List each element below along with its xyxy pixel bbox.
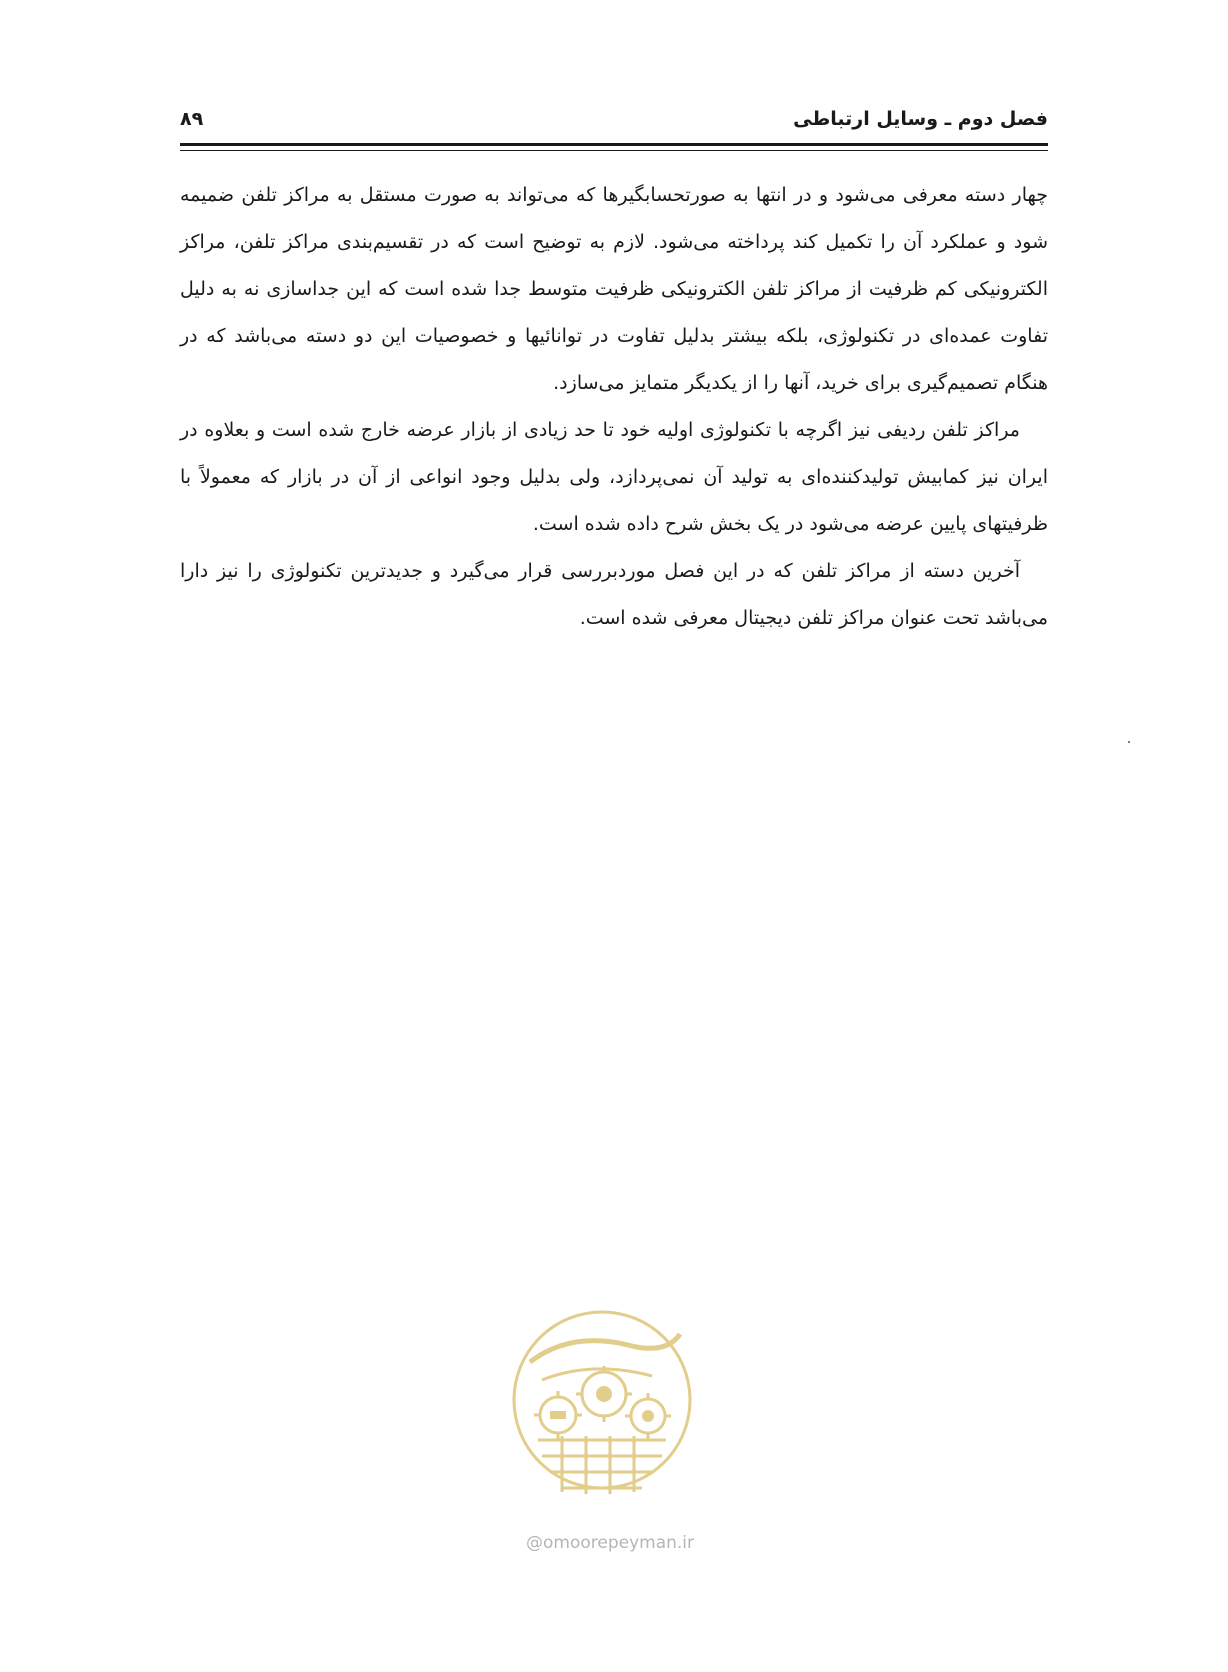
- page-header: [180, 108, 1048, 134]
- page-number: ۸۹: [180, 108, 204, 130]
- paragraph-3: آخرین دسته از مراکز تلفن که در این فصل موردبررسی قرار می‌گیرد و جدیدترین تکنولوژی را نیز دارا می‌باشد تحت عنوان مراکز تلفن دیجیتال معرفی شده است.: [180, 560, 1048, 629]
- stray-dot: [1128, 741, 1130, 743]
- watermark-logo: [502, 1290, 702, 1530]
- paragraph-2: مراکز تلفن ردیفی نیز اگرچه با تکنولوژی اولیه خود تا حد زیادی از بازار عرضه خارج شده است و بعلاوه در ایران نیز کمابیش تولیدکننده‌ای به تولید آن نمی‌پردازد، ولی بدلیل وجود انواعی از آن در بازار که معمولاً با ظرفیتهای پایین عرضه می‌شود در یک بخش شرح داده شده است.: [180, 419, 1048, 535]
- body-text: [180, 172, 1048, 642]
- header-rule-thin: [180, 150, 1048, 151]
- watermark-url: @omoorepeyman.ir: [525, 1533, 695, 1553]
- watermark-logo-icon: [502, 1290, 702, 1530]
- chapter-title: فصل دوم ـ وسایل ارتباطی: [793, 108, 1048, 130]
- header-rule-thick: [180, 143, 1048, 146]
- paragraph-1: چهار دسته معرفی می‌شود و در انتها به صورتحسابگیرها که می‌تواند به صورت مستقل به مراکز تلفن ضمیمه شود و عملکرد آن را تکمیل کند پرداخته می‌شود. لازم به توضیح است که در تقسیم‌بندی مراکز تلفن، مراکز الکترونیکی کم ظرفیت از مراکز تلفن الکترونیکی ظرفیت متوسط جدا شده است که این جداسازی نه به دلیل تفاوت عمده‌ای در تکنولوژی، بلکه بیشتر بدلیل تفاوت در توانائیها و خصوصیات این دو دسته می‌باشد که در هنگام تصمیم‌گیری برای خرید، آنها را از یکدیگر متمایز می‌سازد.: [180, 184, 1048, 394]
